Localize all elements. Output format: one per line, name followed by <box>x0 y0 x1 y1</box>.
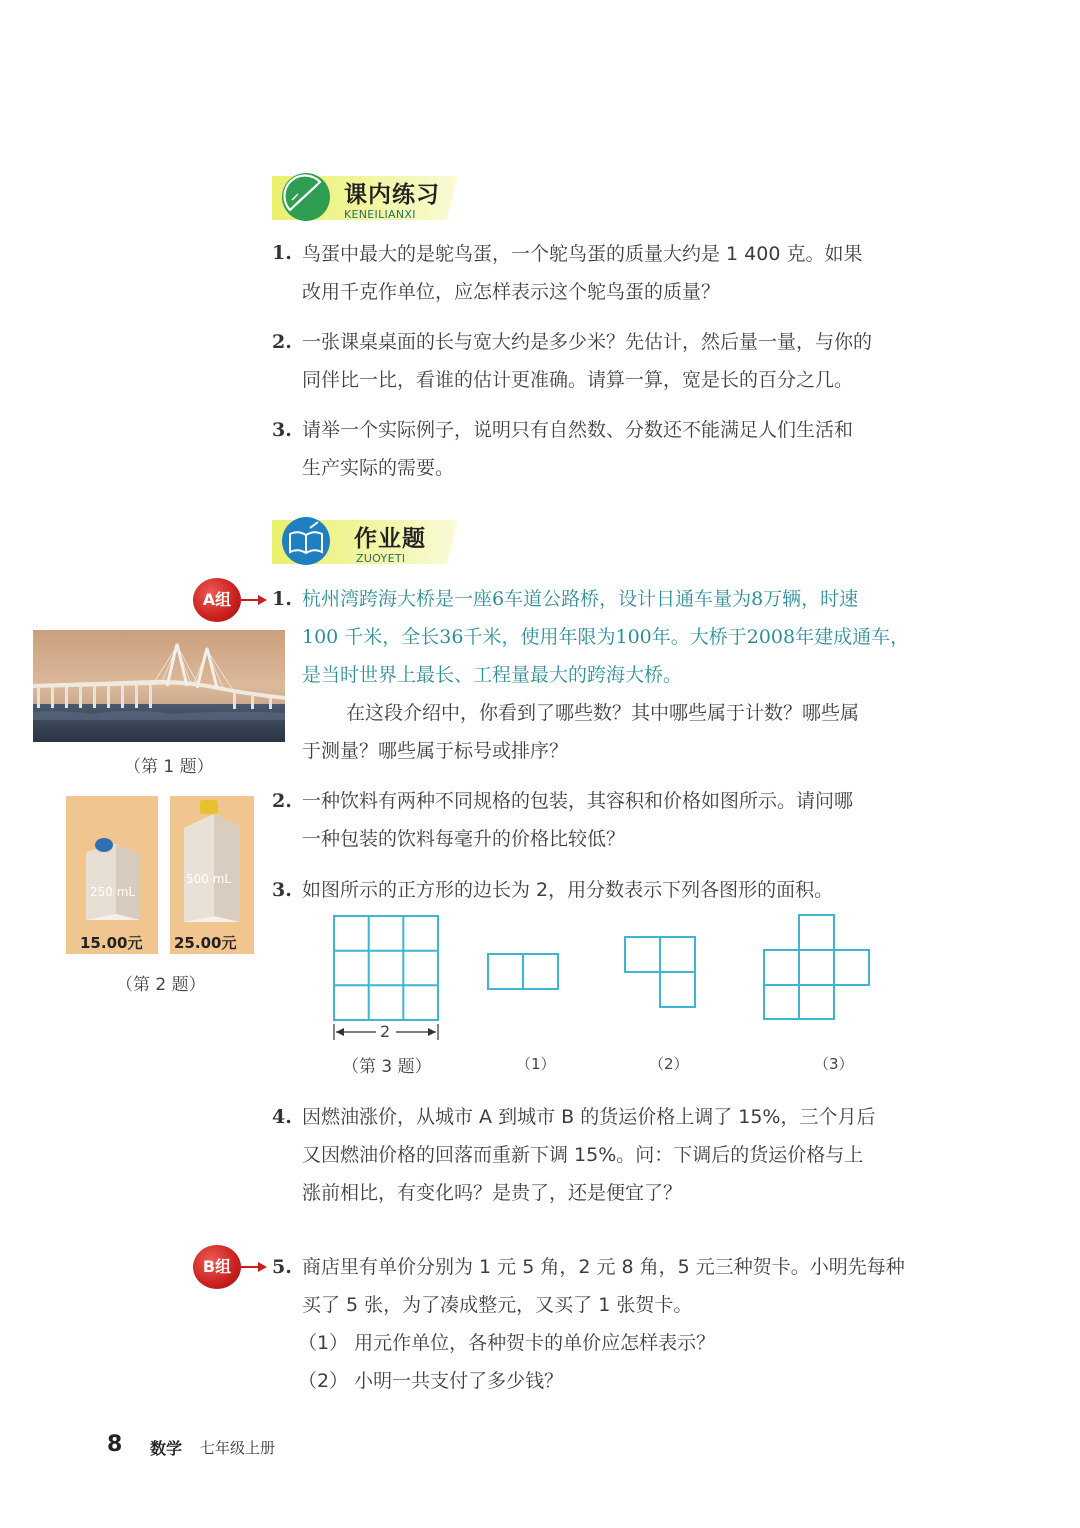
carton-small-volume: 250 mL <box>90 885 136 899</box>
footer-subject: 数学 <box>150 1439 183 1458</box>
question-text-line: 生产实际的需要。 <box>302 457 455 479</box>
question-text-line: 在这段介绍中，你看到了哪些数？其中哪些属于计数？哪些属 <box>346 702 860 724</box>
question-text-line: 涨前相比，有变化吗？是贵了，还是便宜了？ <box>302 1182 683 1204</box>
question-number: 3. <box>272 419 292 441</box>
carton-small-price: 15.00元 <box>80 934 143 952</box>
homework-heading <box>272 514 462 568</box>
question-text-line: 一种包装的饮料每毫升的价格比较低？ <box>302 828 626 850</box>
shape-3-figure <box>762 913 872 1021</box>
bridge-photo <box>33 630 285 742</box>
question-text-line: 请举一个实际例子，说明只有自然数、分数还不能满足人们生活和 <box>302 419 854 441</box>
homework-title: 作业题 <box>354 526 426 552</box>
question-text-line: 改用千克作单位，应怎样表示这个鸵鸟蛋的质量？ <box>302 281 721 303</box>
practice-title: 课内练习 <box>344 182 440 208</box>
question-number: 5. <box>272 1256 292 1278</box>
shape-2-caption: （2） <box>649 1055 689 1073</box>
question-number: 1. <box>272 588 292 610</box>
large-carton-image <box>170 796 254 954</box>
bridge-intro-line: 是当时世界上最长、工程量最大的跨海大桥。 <box>302 664 683 686</box>
question-text-line: 于测量？哪些属于标号或排序？ <box>302 740 569 762</box>
bridge-intro-line: 100 千米，全长36千米，使用年限为100年。大桥于2008年建成通车， <box>302 626 910 648</box>
footer-grade: 七年级上册 <box>200 1439 276 1457</box>
practice-heading <box>272 170 462 224</box>
open-book-icon <box>280 514 336 568</box>
question-number: 3. <box>272 879 292 901</box>
question-text-line: 因燃油涨价，从城市 A 到城市 B 的货运价格上调了 15%，三个月后 <box>302 1106 876 1128</box>
shape-1-figure <box>486 952 560 992</box>
question-number: 2. <box>272 790 292 812</box>
question-text-line: 一种饮料有两种不同规格的包装，其容积和价格如图所示。请问哪 <box>302 790 854 812</box>
question-text-line: 鸟蛋中最大的是鸵鸟蛋，一个鸵鸟蛋的质量大约是 1 400 克。如果 <box>302 243 863 265</box>
question-text-line: 如图所示的正方形的边长为 2，用分数表示下列各图形的面积。 <box>302 879 834 901</box>
page-number: 8 <box>107 1432 123 1457</box>
badge-arrow-icon <box>258 595 267 605</box>
shape-1-caption: （1） <box>516 1055 556 1073</box>
question-text-line: 同伴比一比，看谁的估计更准确。请算一算，宽是长的百分之几。 <box>302 369 854 391</box>
question-number: 1. <box>272 242 292 264</box>
carton-large-price: 25.00元 <box>174 934 237 952</box>
question-number: 2. <box>272 331 292 353</box>
carton-500-icon <box>178 798 248 928</box>
group-b-badge: B组 <box>193 1245 241 1289</box>
bridge-intro-line: 杭州湾跨海大桥是一座6车道公路桥，设计日通车量为8万辆，时速 <box>302 588 859 610</box>
grid-caption: （第 3 题） <box>342 1057 432 1077</box>
shape-2-figure <box>623 935 697 1009</box>
small-carton-image <box>66 796 158 954</box>
grid-dimension-label: 2 <box>380 1022 391 1041</box>
badge-arrow-icon <box>258 1262 267 1272</box>
question-text-line: 又因燃油价格的回落而重新下调 15%。问：下调后的货运价格与上 <box>302 1144 864 1166</box>
question-text-line: 商店里有单价分别为 1 元 5 角，2 元 8 角，5 元三种贺卡。小明先每种 <box>302 1256 905 1278</box>
carton-250-icon <box>76 832 148 922</box>
badge-tail <box>238 1266 260 1268</box>
carton-large-volume: 500 mL <box>186 872 232 886</box>
question-text-line: 买了 5 张，为了凑成整元，又买了 1 张贺卡。 <box>302 1294 693 1316</box>
shape-3-caption: （3） <box>814 1055 854 1073</box>
question-number: 4. <box>272 1106 292 1128</box>
question-text-line: 一张课桌桌面的长与宽大约是多少米？先估计，然后量一量，与你的 <box>302 331 873 353</box>
ruler-protractor-icon <box>280 170 336 224</box>
bridge-caption: （第 1 题） <box>124 757 214 777</box>
sub-question-line: （2） 小明一共支付了多少钱？ <box>298 1370 564 1392</box>
sub-question-line: （1） 用元作单位，各种贺卡的单价应怎样表示？ <box>298 1332 716 1354</box>
practice-pinyin: KENEILIANXI <box>344 208 416 221</box>
cartons-caption: （第 2 题） <box>116 975 206 995</box>
badge-tail <box>238 599 260 601</box>
group-a-badge: A组 <box>193 578 241 622</box>
homework-pinyin: ZUOYETI <box>356 552 406 565</box>
